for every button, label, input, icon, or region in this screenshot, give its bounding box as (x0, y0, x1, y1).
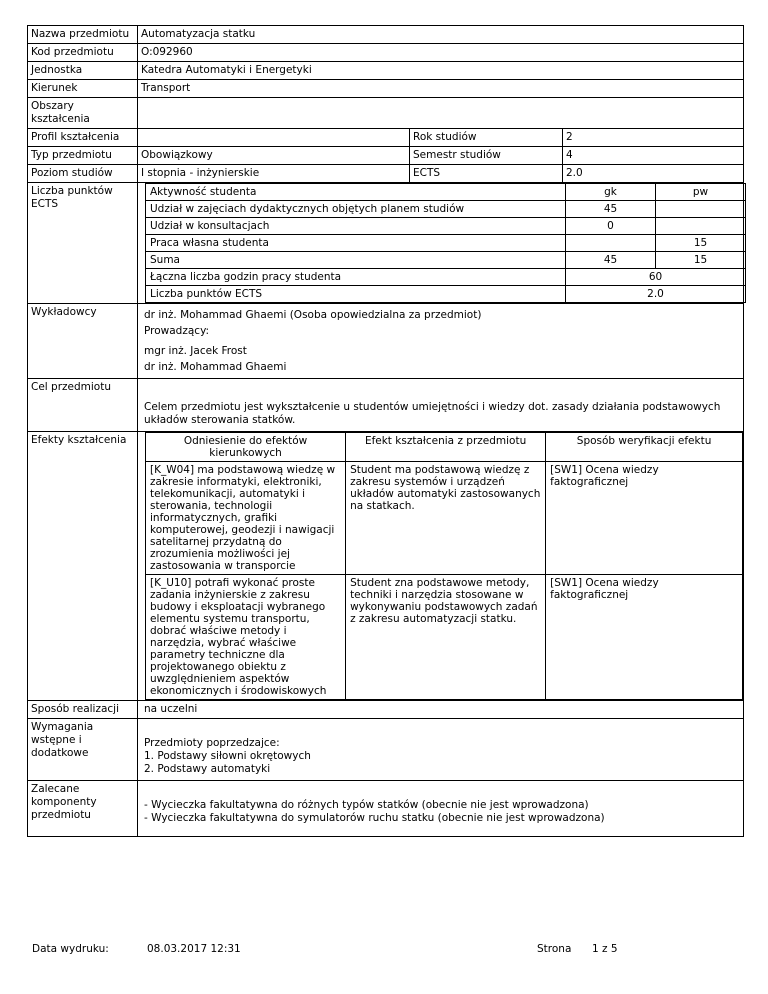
label-wymagania: Wymagania wstępne i dodatkowe (28, 719, 138, 781)
ects-total-hours-label: Łączna liczba godzin pracy studenta (146, 269, 566, 286)
value-nazwa: Automatyzacja statku (138, 26, 744, 44)
label-rok: Rok studiów (410, 129, 563, 147)
label-cel: Cel przedmiotu (28, 379, 138, 432)
value-rok: 2 (563, 129, 744, 147)
efekty-row-effect: Student ma podstawową wiedzę z zakresu systemów i urządzeń układów automatyki zastosowanych na statkach. (346, 462, 546, 575)
value-ects: 2.0 (563, 165, 744, 183)
label-semestr: Semestr studiów (410, 147, 563, 165)
page-number: 1 z 5 (592, 943, 618, 955)
value-obszary (138, 98, 744, 129)
efekty-header-ref: Odniesienie do efektów kierunkowych (146, 433, 346, 462)
value-semestr: 4 (563, 147, 744, 165)
course-card (27, 25, 743, 837)
label-nazwa: Nazwa przedmiotu (28, 26, 138, 44)
ects-row-activity: Suma (146, 252, 566, 269)
course-table (27, 25, 744, 837)
responsible-lecturer: dr inż. Mohammad Ghaemi (Osoba opowiedzialna za przedmiot) (144, 309, 482, 321)
value-kod: O:092960 (138, 44, 744, 62)
efekty-row-verif: [SW1] Ocena wiedzy faktograficznej (546, 462, 743, 575)
ects-row-activity: Udział w zajęciach dydaktycznych objętych planem studiów (146, 201, 566, 218)
value-zalecane (138, 781, 744, 837)
efekty-table (145, 432, 743, 700)
label-poziom: Poziom studiów (28, 165, 138, 183)
value-poziom: I stopnia - inżynierskie (138, 165, 410, 183)
efekty-row-verif: [SW1] Ocena wiedzy faktograficznej (546, 575, 743, 700)
ects-row-pw: 15 (656, 252, 746, 269)
value-wykladowcy (138, 304, 744, 379)
efekty-header-effect: Efekt kształcenia z przedmiotu (346, 433, 546, 462)
value-cel: Celem przedmiotu jest wykształcenie u studentów umiejętności i wiedzy dot. zasady działania podstawowych układów sterowania statków. (138, 379, 744, 432)
label-efekty: Efekty kształcenia (28, 432, 138, 701)
ects-row-gk: 0 (566, 218, 656, 235)
efekty-row-ref: [K_W04] ma podstawową wiedzę w zakresie informatyki, elektroniki, telekomunikacji, automatyki i sterowania, technologii informatycznych, grafiki komputerowej, geodezji i nawigacji satelitarnej przydatną do zrozumienia możliwości jej zastosowania w transporcie (146, 462, 346, 575)
ects-total-hours-value: 60 (566, 269, 746, 286)
label-typ: Typ przedmiotu (28, 147, 138, 165)
wymagania-line: 1. Podstawy siłowni okrętowych (144, 750, 311, 762)
value-jednostka: Katedra Automatyki i Energetyki (138, 62, 744, 80)
ects-row-pw (656, 218, 746, 235)
efekty-header-verif: Sposób weryfikacji efektu (546, 433, 743, 462)
print-date-label: Data wydruku: (32, 943, 109, 955)
ects-row-activity: Udział w konsultacjach (146, 218, 566, 235)
label-punkty-ects: Liczba punktów ECTS (28, 183, 138, 304)
ects-header-pw: pw (656, 184, 746, 201)
efekty-row-effect: Student zna podstawowe metody, techniki i narzędzia stosowane w wykonywaniu podstawowych zadań z zakresu automatyzacji statku. (346, 575, 546, 700)
ects-header-activity: Aktywność studenta (146, 184, 566, 201)
ects-header-gk: gk (566, 184, 656, 201)
ects-row-gk: 45 (566, 201, 656, 218)
label-wykladowcy: Wykładowcy (28, 304, 138, 379)
ects-row-gk (566, 235, 656, 252)
ects-row-gk: 45 (566, 252, 656, 269)
ects-row-pw: 15 (656, 235, 746, 252)
label-jednostka: Jednostka (28, 62, 138, 80)
ects-row-pw (656, 201, 746, 218)
efekty-cell (138, 432, 744, 701)
zalecane-line: - Wycieczka fakultatywna do różnych typów statków (obecnie nie jest wprowadzona) (144, 799, 589, 811)
ects-row-activity: Praca własna studenta (146, 235, 566, 252)
lecturer-name: mgr inż. Jacek Frost (144, 345, 247, 357)
ects-points-label: Liczba punktów ECTS (146, 286, 566, 303)
value-typ: Obowiązkowy (138, 147, 410, 165)
wymagania-line: Przedmioty poprzedzajce: (144, 737, 280, 749)
value-profil (138, 129, 410, 147)
label-sposob: Sposób realizacji (28, 701, 138, 719)
wymagania-line: 2. Podstawy automatyki (144, 763, 271, 775)
lecturer-name: dr inż. Mohammad Ghaemi (144, 361, 287, 373)
value-sposob: na uczelni (138, 701, 744, 719)
prowadzacy-label: Prowadzący: (144, 325, 210, 337)
label-ects: ECTS (410, 165, 563, 183)
page-label: Strona (537, 943, 572, 955)
value-wymagania (138, 719, 744, 781)
label-kierunek: Kierunek (28, 80, 138, 98)
print-date: 08.03.2017 12:31 (147, 943, 241, 955)
label-kod: Kod przedmiotu (28, 44, 138, 62)
value-kierunek: Transport (138, 80, 744, 98)
label-obszary: Obszary kształcenia (28, 98, 138, 129)
label-zalecane: Zalecane komponenty przedmiotu (28, 781, 138, 837)
zalecane-line: - Wycieczka fakultatywna do symulatorów ruchu statku (obecnie nie jest wprowadzona) (144, 812, 605, 824)
ects-table (145, 183, 746, 303)
efekty-row-ref: [K_U10] potrafi wykonać proste zadania inżynierskie z zakresu budowy i eksploatacji wybranego elementu systemu transportu, dobrać właściwe metody i narzędzia, wybrać właściwe parametry techniczne dla projektowanego obiektu z uwzględnieniem aspektów ekonomicznych i środowiskowych (146, 575, 346, 700)
ects-points-value: 2.0 (566, 286, 746, 303)
label-profil: Profil kształcenia (28, 129, 138, 147)
ects-cell (138, 183, 744, 304)
